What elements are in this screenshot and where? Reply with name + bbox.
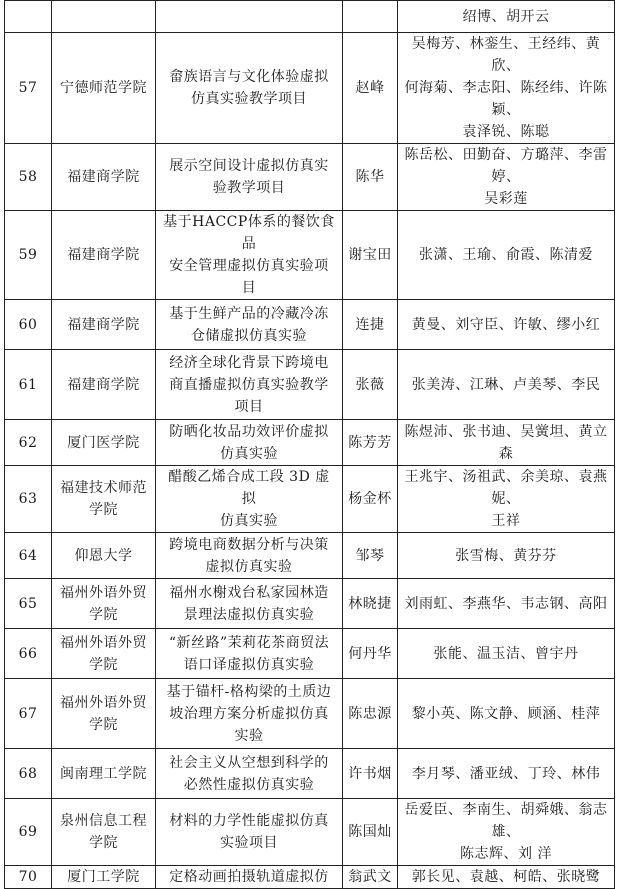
cell-leader: 何丹华 bbox=[343, 629, 398, 679]
cell-no: 69 bbox=[5, 799, 52, 866]
cell-no: 66 bbox=[5, 629, 52, 679]
cell-no: 70 bbox=[5, 866, 52, 889]
cell-leader: 陈华 bbox=[343, 144, 398, 211]
cell-members: 绍博、胡开云 bbox=[398, 1, 615, 33]
cell-members: 黄曼、刘守臣、许敏、缪小红 bbox=[398, 300, 615, 350]
cell-leader: 赵峰 bbox=[343, 33, 398, 144]
cell-school: 厦门工学院 bbox=[52, 866, 156, 889]
cell-leader: 张薇 bbox=[343, 350, 398, 420]
cell-school: 福州外语外贸 学院 bbox=[52, 579, 156, 629]
table-row bbox=[5, 1, 615, 33]
cell-leader bbox=[343, 1, 398, 33]
table-row bbox=[5, 350, 615, 420]
cell-members: 李月琴、潘亚绒、丁玲、林伟 bbox=[398, 749, 615, 799]
table-row bbox=[5, 579, 615, 629]
cell-project: 展示空间设计虚拟仿真实 验教学项目 bbox=[156, 144, 343, 211]
cell-members: 王兆宇、汤祖武、余美琼、袁燕妮、 王祥 bbox=[398, 466, 615, 533]
table-row bbox=[5, 866, 615, 889]
cell-leader: 邹琴 bbox=[343, 533, 398, 579]
table-row bbox=[5, 211, 615, 300]
cell-school: 闽南理工学院 bbox=[52, 749, 156, 799]
cell-leader: 翁武文 bbox=[343, 866, 398, 889]
cell-no: 63 bbox=[5, 466, 52, 533]
cell-school: 福建商学院 bbox=[52, 144, 156, 211]
table-body bbox=[5, 1, 615, 889]
cell-project bbox=[156, 1, 343, 33]
cell-members: 黎小英、陈文静、顾涵、桂萍 bbox=[398, 679, 615, 749]
cell-no: 67 bbox=[5, 679, 52, 749]
cell-no: 68 bbox=[5, 749, 52, 799]
cell-project: 基于锚杆-格构梁的土质边 坡治理方案分析虚拟仿真 实验 bbox=[156, 679, 343, 749]
cell-project: 基于HACCP体系的餐饮食品 安全管理虚拟仿真实验项 目 bbox=[156, 211, 343, 300]
cell-no: 64 bbox=[5, 533, 52, 579]
cell-school: 福州外语外贸 学院 bbox=[52, 679, 156, 749]
cell-school: 福州外语外贸 学院 bbox=[52, 629, 156, 679]
cell-no: 60 bbox=[5, 300, 52, 350]
cell-members: 陈岳松、田勤奋、方璐萍、李雷婷、 吴彩莲 bbox=[398, 144, 615, 211]
cell-school: 福建商学院 bbox=[52, 211, 156, 300]
cell-project: 材料的力学性能虚拟仿真 实验项目 bbox=[156, 799, 343, 866]
cell-school: 福建商学院 bbox=[52, 350, 156, 420]
cell-school: 宁德师范学院 bbox=[52, 33, 156, 144]
cell-no: 65 bbox=[5, 579, 52, 629]
table-row bbox=[5, 533, 615, 579]
cell-no bbox=[5, 1, 52, 33]
table-row bbox=[5, 799, 615, 866]
cell-project: 社会主义从空想到科学的 必然性虚拟仿真实验 bbox=[156, 749, 343, 799]
table-row bbox=[5, 679, 615, 749]
cell-leader: 陈忠源 bbox=[343, 679, 398, 749]
cell-no: 57 bbox=[5, 33, 52, 144]
cell-project: 醋酸乙烯合成工段 3D 虚拟 仿真实验 bbox=[156, 466, 343, 533]
cell-members: 张雪梅、黄芬芬 bbox=[398, 533, 615, 579]
cell-no: 58 bbox=[5, 144, 52, 211]
cell-school: 福建技术师范 学院 bbox=[52, 466, 156, 533]
table-row bbox=[5, 629, 615, 679]
cell-leader: 杨金杯 bbox=[343, 466, 398, 533]
cell-leader: 林晓捷 bbox=[343, 579, 398, 629]
cell-no: 62 bbox=[5, 420, 52, 466]
cell-members: 张潇、王瑜、俞霞、陈清爱 bbox=[398, 211, 615, 300]
cell-leader: 陈芳芳 bbox=[343, 420, 398, 466]
cell-no: 61 bbox=[5, 350, 52, 420]
project-table bbox=[4, 0, 615, 889]
cell-members: 刘雨虹、李燕华、韦志钢、高阳 bbox=[398, 579, 615, 629]
cell-project: “新丝路”茉莉花茶商贸法 语口译虚拟仿真实验 bbox=[156, 629, 343, 679]
table-row bbox=[5, 749, 615, 799]
cell-members: 张美涛、江琳、卢美琴、李民 bbox=[398, 350, 615, 420]
cell-school: 厦门医学院 bbox=[52, 420, 156, 466]
cell-members: 岳爱臣、李南生、胡舜娥、翁志雄、 陈志辉、刘 洋 bbox=[398, 799, 615, 866]
cell-project: 畲族语言与文化体验虚拟 仿真实验教学项目 bbox=[156, 33, 343, 144]
table-row bbox=[5, 420, 615, 466]
cell-members: 吴梅芳、林銮生、王经纬、黄欣、 何海菊、李志阳、陈经纬、许陈颖、 袁泽锐、陈聪 bbox=[398, 33, 615, 144]
table-row bbox=[5, 466, 615, 533]
cell-school: 泉州信息工程 学院 bbox=[52, 799, 156, 866]
table-row bbox=[5, 300, 615, 350]
cell-leader: 连捷 bbox=[343, 300, 398, 350]
cell-school: 福建商学院 bbox=[52, 300, 156, 350]
cell-project: 跨境电商数据分析与决策 虚拟仿真实验 bbox=[156, 533, 343, 579]
cell-members: 郭长见、袁越、柯皓、张晓鹭 bbox=[398, 866, 615, 889]
cell-no: 59 bbox=[5, 211, 52, 300]
table-row bbox=[5, 33, 615, 144]
cell-project: 基于生鲜产品的冷藏冷冻 仓储虚拟仿真实验 bbox=[156, 300, 343, 350]
cell-project: 福州水榭戏台私家园林造 景理法虚拟仿真实验 bbox=[156, 579, 343, 629]
cell-project: 经济全球化背景下跨境电 商直播虚拟仿真实验教学 项目 bbox=[156, 350, 343, 420]
table-row bbox=[5, 144, 615, 211]
cell-school: 仰恩大学 bbox=[52, 533, 156, 579]
cell-leader: 谢宝田 bbox=[343, 211, 398, 300]
cell-leader: 陈国灿 bbox=[343, 799, 398, 866]
cell-project: 定格动画拍摄轨道虚拟仿 bbox=[156, 866, 343, 889]
cell-project: 防晒化妆品功效评价虚拟 仿真实验 bbox=[156, 420, 343, 466]
cell-leader: 许书烟 bbox=[343, 749, 398, 799]
cell-school bbox=[52, 1, 156, 33]
cell-members: 陈煜沛、张书迪、吴黉坦、黄立森 bbox=[398, 420, 615, 466]
cell-members: 张能、温玉洁、曾宇丹 bbox=[398, 629, 615, 679]
